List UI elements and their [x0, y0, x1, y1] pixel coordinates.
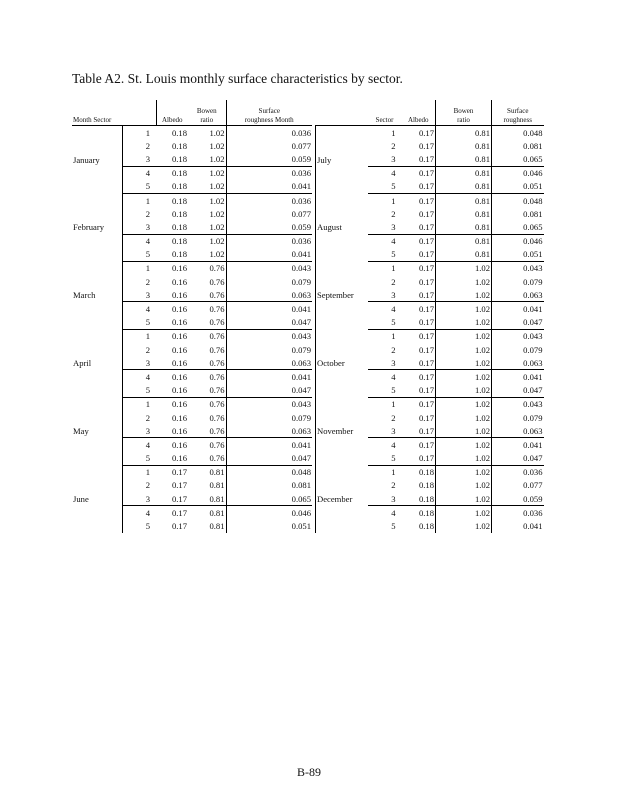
surface-roughness-cell: 0.043: [492, 261, 544, 275]
albedo-cell: 0.17: [418, 153, 434, 164]
sector-cell: 5: [122, 384, 156, 398]
sector-cell: 3: [391, 357, 396, 368]
surface-roughness-cell: 0.048: [492, 126, 544, 140]
bowen-ratio-cell: 1.02: [209, 153, 225, 164]
bowen-ratio-cell: 0.76: [209, 357, 225, 368]
surface-roughness-cell: 0.043: [226, 261, 312, 275]
surface-roughness-cell: 0.047: [492, 316, 544, 330]
surface-roughness-cell: 0.063: [226, 424, 312, 438]
sector-cell: 5: [391, 317, 396, 328]
page-number: B-89: [297, 765, 321, 779]
surface-roughness-cell: 0.036: [226, 126, 312, 140]
left-table-body: [72, 126, 312, 533]
albedo-cell: 0.17: [418, 208, 434, 219]
albedo-cell: 0.17: [418, 140, 434, 151]
sector-cell: 5: [122, 316, 156, 330]
surface-roughness-cell: 0.048: [492, 193, 544, 207]
bowen-ratio-cell: 0.76: [188, 302, 226, 316]
sector-cell: 3: [391, 493, 396, 504]
sector-cell: 2: [122, 207, 156, 220]
bowen-ratio-cell: 0.81: [436, 248, 492, 262]
bowen-ratio-cell: 1.02: [436, 356, 492, 370]
table-row: [316, 261, 544, 275]
sector-cell: 4: [122, 234, 156, 248]
surface-roughness-cell: 0.077: [226, 207, 312, 220]
sector-cell: 1: [368, 329, 402, 343]
albedo-cell: 0.18: [171, 208, 187, 219]
right-month-table: [315, 100, 544, 533]
surface-roughness-cell: 0.043: [226, 329, 312, 343]
sector-cell: 2: [122, 411, 156, 424]
sector-cell: 4: [122, 506, 156, 520]
month-label: January: [73, 154, 100, 165]
month-label: March: [73, 290, 96, 301]
albedo-cell: 0.16: [171, 453, 187, 464]
surface-roughness-cell: 0.041: [226, 248, 312, 262]
bowen-ratio-cell: 0.76: [209, 289, 225, 300]
albedo-cell: 0.17: [402, 234, 436, 248]
surface-roughness-cell: 0.048: [226, 465, 312, 479]
albedo-cell: 0.16: [171, 344, 187, 355]
sector-cell: 2: [122, 139, 156, 152]
bowen-ratio-cell: 1.02: [209, 221, 225, 232]
sector-cell: 5: [391, 453, 396, 464]
sector-cell: 2: [391, 480, 396, 491]
sector-cell: 2: [122, 343, 156, 356]
albedo-cell: 0.17: [418, 276, 434, 287]
bowen-ratio-cell: 0.81: [436, 180, 492, 194]
month-label: December: [316, 465, 368, 532]
sector-cell: 1: [122, 329, 156, 343]
albedo-cell: 0.17: [418, 289, 434, 300]
albedo-cell: 0.18: [418, 493, 434, 504]
sector-cell: 4: [368, 166, 402, 180]
surface-roughness-cell: 0.043: [226, 397, 312, 411]
month-label: September: [316, 261, 368, 329]
albedo-cell: 0.17: [402, 193, 436, 207]
bowen-ratio-header: Bowen ratio: [188, 100, 226, 126]
month-label: August: [316, 193, 368, 261]
table-row: [316, 465, 544, 479]
bowen-ratio-cell: 0.76: [188, 329, 226, 343]
surface-roughness-cell: 0.047: [226, 384, 312, 398]
bowen-ratio-cell: 1.02: [209, 208, 225, 219]
surface-roughness-cell: 0.081: [492, 139, 544, 152]
surface-roughness-cell: 0.065: [492, 152, 544, 166]
albedo-cell: 0.16: [156, 397, 188, 411]
sector-cell: 5: [122, 452, 156, 466]
albedo-cell: 0.17: [402, 329, 436, 343]
surface-roughness-cell: 0.051: [226, 519, 312, 532]
surface-roughness-cell: 0.079: [226, 343, 312, 356]
table-title: Table A2. St. Louis monthly surface characteristics by sector.: [72, 71, 403, 86]
bowen-ratio-cell: 1.02: [436, 519, 492, 532]
bowen-ratio-cell: 0.81: [436, 220, 492, 234]
left-month-table: [72, 100, 312, 533]
sector-cell: 2: [122, 479, 156, 492]
surface-roughness-cell: 0.051: [492, 248, 544, 262]
surface-roughness-cell: 0.036: [226, 166, 312, 180]
surface-roughness-cell: 0.059: [492, 492, 544, 506]
sector-cell: 3: [122, 356, 156, 370]
albedo-cell: 0.16: [171, 276, 187, 287]
sector-cell: 1: [122, 397, 156, 411]
bowen-ratio-cell: 1.02: [436, 411, 492, 424]
albedo-cell: 0.16: [156, 261, 188, 275]
sector-cell: 5: [391, 249, 396, 260]
right-blank-header: [316, 100, 368, 126]
albedo-cell: 0.17: [418, 425, 434, 436]
month-label: November: [316, 397, 368, 465]
albedo-cell: 0.17: [156, 465, 188, 479]
albedo-header: Albedo: [156, 100, 188, 126]
albedo-cell: 0.17: [402, 126, 436, 140]
sector-cell: 3: [391, 153, 396, 164]
sector-cell: 4: [368, 438, 402, 452]
albedo-cell: 0.18: [171, 153, 187, 164]
table-row: [316, 329, 544, 343]
bowen-ratio-cell: 1.02: [436, 492, 492, 506]
bowen-ratio-cell: 0.76: [209, 344, 225, 355]
sector-cell: 4: [122, 302, 156, 316]
bowen-ratio-cell: 1.02: [436, 506, 492, 520]
table-row: [316, 193, 544, 207]
albedo-cell: 0.17: [171, 521, 187, 532]
sector-cell: 2: [391, 276, 396, 287]
bowen-ratio-cell: 1.02: [188, 193, 226, 207]
surface-roughness-cell: 0.036: [492, 465, 544, 479]
albedo-cell: 0.18: [171, 249, 187, 260]
albedo-cell: 0.17: [402, 302, 436, 316]
bowen-ratio-cell: 1.02: [436, 261, 492, 275]
albedo-cell: 0.18: [171, 221, 187, 232]
sector-cell: 5: [122, 519, 156, 532]
sector-cell: 5: [391, 521, 396, 532]
sector-cell: 4: [122, 438, 156, 452]
bowen-ratio-cell: 0.81: [209, 493, 225, 504]
bowen-ratio-cell: 0.81: [209, 521, 225, 532]
surface-roughness-cell: 0.041: [492, 519, 544, 532]
sector-cell: 5: [391, 181, 396, 192]
surface-roughness-cell: 0.047: [226, 316, 312, 330]
surface-roughness-cell: 0.063: [492, 288, 544, 302]
albedo-cell: 0.17: [418, 344, 434, 355]
bowen-ratio-cell: 0.81: [436, 166, 492, 180]
bowen-ratio-cell: 0.81: [188, 506, 226, 520]
bowen-ratio-cell: 1.02: [436, 424, 492, 438]
surface-roughness-cell: 0.079: [492, 275, 544, 288]
surface-roughness-cell: 0.041: [226, 302, 312, 316]
bowen-ratio-cell: 0.76: [188, 261, 226, 275]
sector-cell: 1: [368, 193, 402, 207]
bowen-ratio-cell: 0.81: [436, 152, 492, 166]
bowen-ratio-cell: 0.81: [436, 234, 492, 248]
table-row: [72, 465, 312, 479]
surface-roughness-cell: 0.041: [226, 370, 312, 384]
sector-cell: 1: [368, 126, 402, 140]
albedo-cell: 0.17: [418, 453, 434, 464]
albedo-cell: 0.18: [156, 166, 188, 180]
sector-cell: 2: [391, 412, 396, 423]
sector-cell: 1: [368, 465, 402, 479]
sector-cell: 3: [122, 152, 156, 166]
right-table-body: [316, 126, 544, 533]
sector-cell: 1: [122, 193, 156, 207]
surface-roughness-cell: 0.079: [492, 411, 544, 424]
sector-cell: 3: [391, 289, 396, 300]
surface-roughness-cell: 0.043: [492, 397, 544, 411]
albedo-cell: 0.17: [418, 317, 434, 328]
bowen-ratio-cell: 1.02: [436, 438, 492, 452]
bowen-ratio-cell: 1.02: [436, 479, 492, 492]
surface-roughness-cell: 0.041: [226, 180, 312, 194]
surface-roughness-cell: 0.046: [492, 166, 544, 180]
surface-roughness-cell: 0.036: [226, 234, 312, 248]
bowen-ratio-cell: 1.02: [209, 140, 225, 151]
sector-cell: 2: [391, 140, 396, 151]
sector-cell: 2: [391, 208, 396, 219]
bowen-ratio-cell: 0.76: [188, 438, 226, 452]
albedo-cell: 0.18: [156, 234, 188, 248]
month-label: October: [316, 329, 368, 397]
albedo-cell: 0.17: [402, 166, 436, 180]
bowen-ratio-cell: 1.02: [436, 316, 492, 330]
sector-cell: 1: [122, 126, 156, 140]
albedo-cell: 0.17: [402, 261, 436, 275]
bowen-ratio-cell: 1.02: [436, 397, 492, 411]
albedo-cell: 0.16: [171, 289, 187, 300]
albedo-cell: 0.18: [171, 140, 187, 151]
albedo-cell: 0.17: [171, 480, 187, 491]
month-label: July: [316, 126, 368, 194]
albedo-cell: 0.16: [156, 302, 188, 316]
surface-roughness-cell: 0.063: [226, 288, 312, 302]
surface-roughness-cell: 0.077: [492, 479, 544, 492]
table-row: [72, 397, 312, 411]
surface-roughness-cell: 0.036: [226, 193, 312, 207]
bowen-ratio-cell: 1.02: [436, 302, 492, 316]
surface-roughness-cell: 0.063: [492, 356, 544, 370]
albedo-cell: 0.16: [171, 317, 187, 328]
surface-roughness-header-right: Surface roughness: [492, 100, 544, 126]
bowen-ratio-cell: 0.81: [436, 139, 492, 152]
bowen-ratio-cell: 0.81: [436, 126, 492, 140]
surface-roughness-cell: 0.043: [492, 329, 544, 343]
surface-roughness-cell: 0.081: [226, 479, 312, 492]
albedo-cell: 0.18: [156, 193, 188, 207]
sector-cell: 2: [391, 344, 396, 355]
surface-roughness-cell: 0.065: [492, 220, 544, 234]
bowen-ratio-cell: 0.76: [188, 370, 226, 384]
bowen-ratio-cell: 1.02: [436, 465, 492, 479]
bowen-ratio-cell: 1.02: [188, 166, 226, 180]
table-row: [72, 329, 312, 343]
sector-cell: 5: [391, 385, 396, 396]
bowen-ratio-cell: 1.02: [436, 275, 492, 288]
sector-cell: 1: [122, 465, 156, 479]
surface-roughness-cell: 0.046: [226, 506, 312, 520]
sector-cell: 5: [122, 248, 156, 262]
bowen-ratio-cell: 1.02: [209, 249, 225, 260]
month-label: February: [73, 222, 105, 233]
surface-roughness-cell: 0.059: [226, 152, 312, 166]
surface-roughness-cell: 0.041: [492, 438, 544, 452]
surface-roughness-cell: 0.065: [226, 492, 312, 506]
bowen-ratio-cell: 0.76: [209, 317, 225, 328]
surface-roughness-cell: 0.063: [226, 356, 312, 370]
albedo-cell: 0.17: [418, 412, 434, 423]
bowen-ratio-cell: 0.76: [209, 425, 225, 436]
sector-cell: 1: [368, 397, 402, 411]
sector-cell: 4: [368, 234, 402, 248]
bowen-ratio-cell: 1.02: [436, 370, 492, 384]
sector-cell: 4: [368, 370, 402, 384]
albedo-cell: 0.18: [402, 506, 436, 520]
surface-roughness-cell: 0.081: [492, 207, 544, 220]
albedo-cell: 0.17: [418, 221, 434, 232]
surface-roughness-cell: 0.079: [226, 275, 312, 288]
bowen-ratio-cell: 1.02: [188, 126, 226, 140]
albedo-cell: 0.16: [156, 438, 188, 452]
sector-cell: 3: [122, 492, 156, 506]
albedo-cell: 0.18: [418, 480, 434, 491]
albedo-cell: 0.16: [156, 370, 188, 384]
month-label: April: [73, 358, 92, 369]
sector-header: Sector: [368, 100, 402, 126]
albedo-cell: 0.17: [402, 370, 436, 384]
surface-roughness-cell: 0.077: [226, 139, 312, 152]
albedo-cell: 0.17: [402, 438, 436, 452]
bowen-ratio-cell: 1.02: [209, 181, 225, 192]
table-row: [72, 193, 312, 207]
albedo-cell: 0.16: [171, 412, 187, 423]
table-row: [316, 126, 544, 140]
bowen-ratio-cell: 0.76: [209, 385, 225, 396]
bowen-ratio-cell: 0.81: [188, 465, 226, 479]
albedo-cell: 0.17: [156, 506, 188, 520]
surface-roughness-cell: 0.079: [226, 411, 312, 424]
bowen-ratio-cell: 0.81: [436, 193, 492, 207]
albedo-cell: 0.17: [418, 249, 434, 260]
bowen-ratio-cell: 1.02: [436, 384, 492, 398]
albedo-cell: 0.16: [156, 329, 188, 343]
albedo-cell: 0.16: [171, 425, 187, 436]
surface-roughness-cell: 0.047: [492, 384, 544, 398]
sector-cell: 1: [122, 261, 156, 275]
albedo-cell: 0.16: [171, 357, 187, 368]
sector-cell: 4: [122, 166, 156, 180]
sector-cell: 4: [122, 370, 156, 384]
table-row: [72, 126, 312, 140]
right-header-row: [316, 100, 544, 126]
month-label: May: [73, 426, 89, 437]
albedo-cell: 0.18: [418, 521, 434, 532]
sector-cell: 3: [122, 288, 156, 302]
albedo-cell: 0.18: [171, 181, 187, 192]
albedo-cell: 0.18: [402, 465, 436, 479]
bowen-ratio-cell: 1.02: [436, 343, 492, 356]
albedo-cell: 0.17: [418, 357, 434, 368]
sector-cell: 3: [391, 425, 396, 436]
bowen-ratio-cell: 0.76: [209, 276, 225, 287]
sector-cell: 5: [122, 180, 156, 194]
sector-cell: 4: [368, 302, 402, 316]
sector-cell: 3: [122, 424, 156, 438]
bowen-ratio-cell: 1.02: [436, 288, 492, 302]
albedo-cell: 0.17: [402, 397, 436, 411]
surface-roughness-header: Surface roughness Month: [226, 100, 312, 126]
bowen-ratio-cell: 0.76: [209, 453, 225, 464]
surface-roughness-cell: 0.041: [492, 370, 544, 384]
bowen-ratio-cell: 0.76: [188, 397, 226, 411]
sector-cell: 4: [368, 506, 402, 520]
bowen-ratio-cell: 0.81: [436, 207, 492, 220]
bowen-ratio-cell: 1.02: [188, 234, 226, 248]
albedo-cell: 0.17: [171, 493, 187, 504]
surface-roughness-cell: 0.051: [492, 180, 544, 194]
albedo-cell: 0.18: [156, 126, 188, 140]
bowen-ratio-cell: 1.02: [436, 329, 492, 343]
albedo-cell: 0.17: [418, 181, 434, 192]
table-row: [72, 261, 312, 275]
bowen-ratio-cell: 0.81: [209, 480, 225, 491]
surface-roughness-cell: 0.059: [226, 220, 312, 234]
albedo-cell: 0.16: [171, 385, 187, 396]
surface-roughness-cell: 0.046: [492, 234, 544, 248]
sector-cell: 2: [122, 275, 156, 288]
sector-cell: 3: [391, 221, 396, 232]
left-header-row: [72, 100, 312, 126]
surface-roughness-cell: 0.079: [492, 343, 544, 356]
surface-roughness-cell: 0.036: [492, 506, 544, 520]
bowen-ratio-cell: 1.02: [436, 452, 492, 466]
surface-roughness-cell: 0.047: [492, 452, 544, 466]
month-label: June: [73, 493, 89, 504]
table-row: [316, 397, 544, 411]
sector-cell: 1: [368, 261, 402, 275]
sector-cell: 3: [122, 220, 156, 234]
bowen-ratio-cell: 0.76: [209, 412, 225, 423]
surface-roughness-cell: 0.041: [492, 302, 544, 316]
surface-roughness-cell: 0.041: [226, 438, 312, 452]
albedo-header-right: Albedo: [402, 100, 436, 126]
albedo-cell: 0.17: [418, 385, 434, 396]
surface-roughness-cell: 0.063: [492, 424, 544, 438]
month-sector-header: Month Sector: [72, 100, 156, 126]
surface-roughness-cell: 0.047: [226, 452, 312, 466]
bowen-ratio-header-right: Bowen ratio: [436, 100, 492, 126]
